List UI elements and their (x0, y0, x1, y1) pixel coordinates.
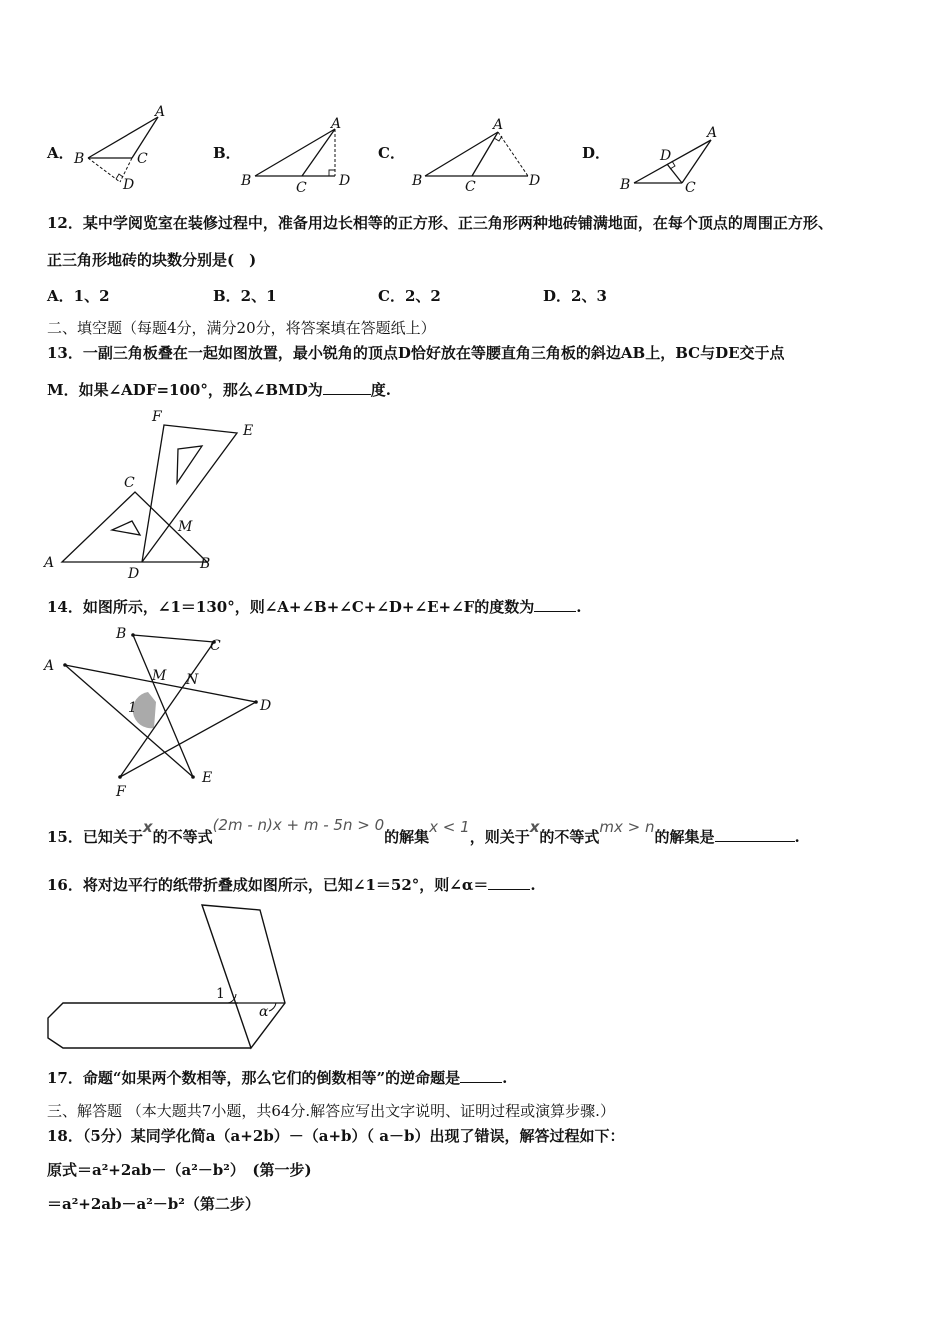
q13-pt-d: D (128, 566, 140, 582)
q17-text (47, 1068, 507, 1088)
q14-answer-blank[interactable] (534, 597, 576, 612)
option-d-label[interactable]: D． (582, 144, 611, 162)
option-a-figure (70, 105, 170, 195)
option-c-figure (410, 115, 550, 195)
q16-answer-blank[interactable] (488, 875, 530, 890)
opt-d-pt-a: A (707, 125, 718, 141)
q16-text-end: . (530, 876, 536, 894)
q15-var-x-2: x (529, 818, 540, 836)
q15-part-1: 15．已知关于 (47, 828, 143, 846)
q12-line-1: 12．某中学阅览室在装修过程中，准备用边长相等的正方形、正三角形两种地砖铺满地面，在每个顶点的周围正方形、 (47, 214, 833, 232)
q13-pt-c: C (124, 475, 135, 491)
q14-pt-f: F (116, 784, 126, 800)
option-c-label[interactable]: C． (378, 144, 405, 162)
opt-d-pt-d: D (660, 148, 672, 164)
q17-text-end: . (502, 1069, 508, 1087)
section-2-heading: 二、填空题（每题4分，满分20分，将答案填在答题纸上） (47, 319, 436, 337)
q18-step-1: 原式＝a²+2ab－（a²－b²） (第一步) (47, 1161, 312, 1179)
q14-pt-c: C (210, 638, 221, 654)
q13-answer-blank[interactable] (323, 380, 371, 395)
q15-text (47, 816, 800, 847)
q16-figure (40, 900, 300, 1055)
q14-question: 14．如图所示，∠1＝130°，则∠A+∠B+∠C+∠D+∠E+∠F的度数为 (47, 598, 535, 616)
q13-text-end: 度. (370, 381, 391, 399)
q14-text-end: . (576, 598, 582, 616)
opt-a-pt-c: C (137, 151, 148, 167)
q15-inequality-2: mx > n (599, 818, 655, 836)
q17-answer-blank[interactable] (460, 1068, 502, 1083)
q16-angle-1: 1 (216, 986, 225, 1002)
option-a-label[interactable]: A． (47, 144, 74, 162)
q15-var-x: x (142, 818, 153, 836)
opt-a-pt-a: A (155, 104, 166, 120)
q15-part-7: . (794, 828, 800, 846)
option-d-figure (610, 120, 730, 195)
opt-c-pt-d: D (529, 173, 541, 189)
q14-pt-n: N (186, 672, 199, 688)
q13-pt-f: F (152, 409, 162, 425)
q12-option-a[interactable]: A．1、2 (47, 287, 110, 305)
opt-c-pt-a: A (493, 117, 504, 133)
q15-part-6: 的解集是 (654, 828, 715, 846)
q17-question: 17．命题“如果两个数相等，那么它们的倒数相等”的逆命题是 (47, 1069, 461, 1087)
opt-c-pt-b: B (412, 173, 423, 189)
opt-b-pt-a: A (331, 116, 342, 132)
opt-b-pt-d: D (339, 173, 351, 189)
opt-a-pt-d: D (123, 177, 135, 193)
q15-part-2: 的不等式 (152, 828, 213, 846)
q16-angle-alpha: α (259, 1004, 269, 1020)
q18-line-1: 18．（5分）某同学化简a（a+2b）－（a+b）（ a－b）出现了错误，解答过程如下： (47, 1127, 625, 1145)
q13-line-2 (47, 380, 391, 400)
q13-pt-m: M (178, 519, 193, 535)
q14-figure (40, 622, 290, 802)
q14-pt-e: E (202, 770, 213, 786)
q12-line-2: 正三角形地砖的块数分别是( ) (47, 251, 257, 269)
q14-pt-m: M (152, 668, 167, 684)
q14-pt-d: D (260, 698, 272, 714)
q18-step-2: ＝a²+2ab－a²－b²（第二步） (47, 1195, 260, 1213)
q14-pt-b: B (116, 626, 127, 642)
q13-pt-a: A (44, 555, 55, 571)
section-3-heading: 三、解答题 （本大题共7小题，共64分.解答应写出文字说明、证明过程或演算步骤.） (47, 1102, 615, 1120)
q15-inequality-1: (2m - n)x + m - 5n > 0 (212, 816, 385, 834)
q12-option-c[interactable]: C．2、2 (378, 287, 441, 305)
q15-answer-blank[interactable] (715, 827, 795, 842)
q13-text: M．如果∠ADF=100°，那么∠BMD为 (47, 381, 323, 399)
q15-solution: x < 1 (429, 818, 470, 836)
q14-text (47, 597, 582, 617)
q13-pt-e: E (243, 423, 254, 439)
q12-option-d[interactable]: D．2、3 (543, 287, 607, 305)
opt-a-pt-b: B (74, 151, 85, 167)
q15-part-4: ，则关于 (469, 828, 530, 846)
q13-figure (40, 405, 270, 580)
q16-question: 16．将对边平行的纸带折叠成如图所示，已知∠1＝52°，则∠α＝ (47, 876, 489, 894)
option-b-figure (240, 115, 360, 196)
q14-pt-a: A (44, 658, 55, 674)
q13-pt-b: B (200, 556, 211, 572)
opt-d-pt-b: B (620, 177, 631, 193)
q15-part-5: 的不等式 (539, 828, 600, 846)
q13-line-1: 13．一副三角板叠在一起如图放置，最小锐角的顶点D恰好放在等腰直角三角板的斜边AB上，BC与DE交于点 (47, 344, 785, 362)
opt-c-pt-c: C (465, 179, 476, 195)
opt-b-pt-c: C (296, 180, 307, 196)
q14-angle-1: 1 (128, 700, 137, 716)
q15-part-3: 的解集 (384, 828, 430, 846)
option-b-label[interactable]: B． (213, 144, 241, 162)
opt-d-pt-c: C (685, 180, 696, 196)
opt-b-pt-b: B (241, 173, 252, 189)
q16-text (47, 875, 536, 895)
q12-option-b[interactable]: B．2、1 (213, 287, 277, 305)
